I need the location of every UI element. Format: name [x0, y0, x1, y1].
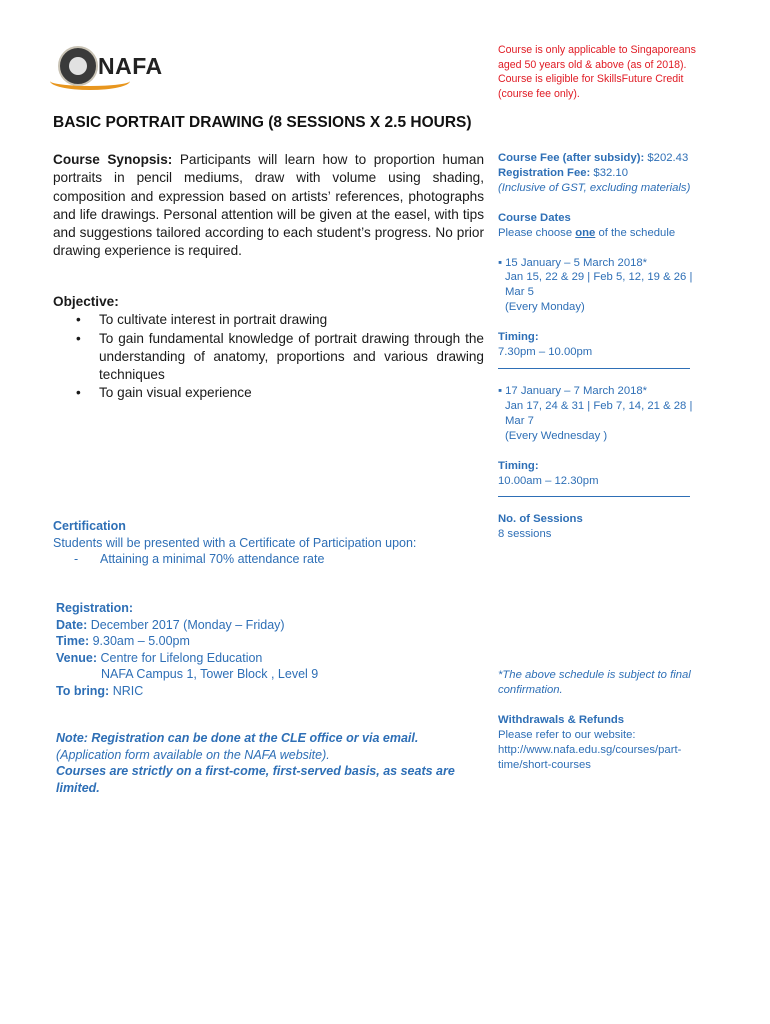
registration-section — [56, 600, 486, 699]
eligibility-line: Course is only applicable to Singaporeans — [498, 44, 696, 56]
registration-date — [56, 617, 486, 634]
choose-emphasis: one — [575, 226, 596, 239]
date-label: Date: — [56, 617, 88, 632]
certification-heading: Certification — [53, 519, 126, 533]
time-value: 9.30am – 5.00pm — [89, 634, 190, 648]
objective-item: • To gain visual experience — [53, 384, 484, 402]
registration-bring — [56, 683, 486, 700]
venue-line2: NAFA Campus 1, Tower Block , Level 9 — [101, 667, 319, 681]
objective-label: Objective: — [53, 294, 119, 309]
sessions-value: 8 sessions — [498, 528, 552, 541]
nafa-logo — [58, 46, 168, 86]
bring-value: NRIC — [109, 683, 144, 698]
schedule-range: ▪ 15 January – 5 March 2018* — [498, 256, 648, 269]
note-line1: Note: Registration can be done at the CLE office or via email. — [56, 731, 419, 745]
withdrawals-text: Please refer to our website: — [498, 728, 636, 741]
course-details-column — [498, 151, 718, 773]
bring-label: To bring: — [56, 683, 110, 698]
eligibility-line: aged 50 years old & above (as of 2018). — [498, 58, 687, 71]
website-url-line2[interactable]: time/short-courses — [498, 758, 591, 771]
certification-condition-row — [53, 551, 483, 568]
registration-venue — [56, 650, 486, 667]
choose-schedule — [498, 226, 718, 241]
time-label: Time: — [56, 634, 90, 648]
synopsis-label: Course Synopsis: — [53, 152, 173, 167]
note-line2: (Application form available on the NAFA website). — [56, 747, 330, 762]
certification-text: Students will be presented with a Certificate of Participation upon: — [53, 535, 417, 550]
venue-line1: Centre for Lifelong Education — [97, 650, 263, 665]
registration-fee-value: $32.10 — [590, 166, 628, 179]
registration-fee — [498, 166, 718, 181]
website-link[interactable] — [498, 743, 718, 773]
logo-seal-icon — [58, 46, 98, 86]
timing-label: Timing: — [498, 331, 539, 344]
schedule-days: Jan 15, 22 & 29 | Feb 5, 12, 19 & 26 | — [505, 271, 693, 284]
eligibility-line: Course is eligible for SkillsFuture Credit — [498, 73, 684, 86]
schedule-disclaimer: *The above schedule is subject to final confirmation. — [498, 669, 691, 697]
objective-section — [53, 293, 484, 403]
note-line3: Courses are strictly on a first-come, first-served basis, as seats are limited. — [56, 764, 455, 795]
schedule-1 — [498, 256, 718, 369]
dash-marker: - — [74, 552, 79, 566]
course-title: BASIC PORTRAIT DRAWING (8 SESSIONS X 2.5 HOURS) — [53, 114, 472, 131]
registration-heading: Registration: — [56, 601, 134, 615]
course-dates-heading: Course Dates — [498, 211, 571, 224]
eligibility-line: (course fee only). — [498, 88, 580, 101]
withdrawals-heading: Withdrawals & Refunds — [498, 714, 625, 727]
logo-wordmark: NAFA — [98, 53, 163, 79]
timing-label: Timing: — [498, 459, 539, 472]
course-fee — [498, 151, 718, 166]
course-fee-label: Course Fee (after subsidy): — [498, 152, 645, 164]
objective-item: • To gain fundamental knowledge of portrait drawing through the understanding of anatomy, proportions and various drawing techniques — [53, 330, 484, 385]
certification-section — [53, 518, 483, 568]
sessions-label: No. of Sessions — [498, 513, 583, 526]
eligibility-notice — [498, 43, 738, 102]
registration-fee-label: Registration Fee: — [498, 166, 591, 179]
timing-value: 7.30pm – 10.00pm — [498, 346, 593, 359]
schedule-days: Mar 5 — [505, 286, 534, 299]
timing-value: 10.00am – 12.30pm — [498, 474, 599, 487]
schedule-days: Jan 17, 24 & 31 | Feb 7, 14, 21 & 28 | — [505, 399, 693, 412]
schedule-range: ▪ 17 January – 7 March 2018* — [498, 384, 648, 397]
choose-pre: Please choose — [498, 226, 576, 239]
course-fee-value: $202.43 — [644, 152, 689, 164]
course-synopsis — [53, 151, 484, 261]
synopsis-text: Participants will learn how to proportion human portraits in pencil mediums, draw with volume using shading, composition and expression based on artists’ references, photographs and life drawings. Personal attention will be given at the easel, with tips and suggestions tailored according to each student’s progress. No prior drawing experience is required. — [53, 152, 484, 259]
objective-item: • To cultivate interest in portrait drawing — [53, 311, 484, 329]
schedule-weekday: (Every Monday) — [505, 301, 585, 314]
date-value: December 2017 (Monday – Friday) — [87, 617, 285, 632]
certification-condition: Attaining a minimal 70% attendance rate — [100, 552, 325, 566]
choose-post: of the schedule — [595, 226, 676, 239]
website-url-line1[interactable]: http://www.nafa.edu.sg/courses/part- — [498, 743, 682, 756]
schedule-2 — [498, 384, 718, 497]
registration-time — [56, 633, 486, 650]
fee-note: (Inclusive of GST, excluding materials) — [498, 181, 691, 194]
objective-list — [53, 311, 484, 402]
registration-note — [56, 730, 476, 796]
schedule-weekday: (Every Wednesday ) — [505, 429, 608, 442]
venue-label: Venue: — [56, 650, 97, 665]
schedule-days: Mar 7 — [505, 414, 534, 427]
